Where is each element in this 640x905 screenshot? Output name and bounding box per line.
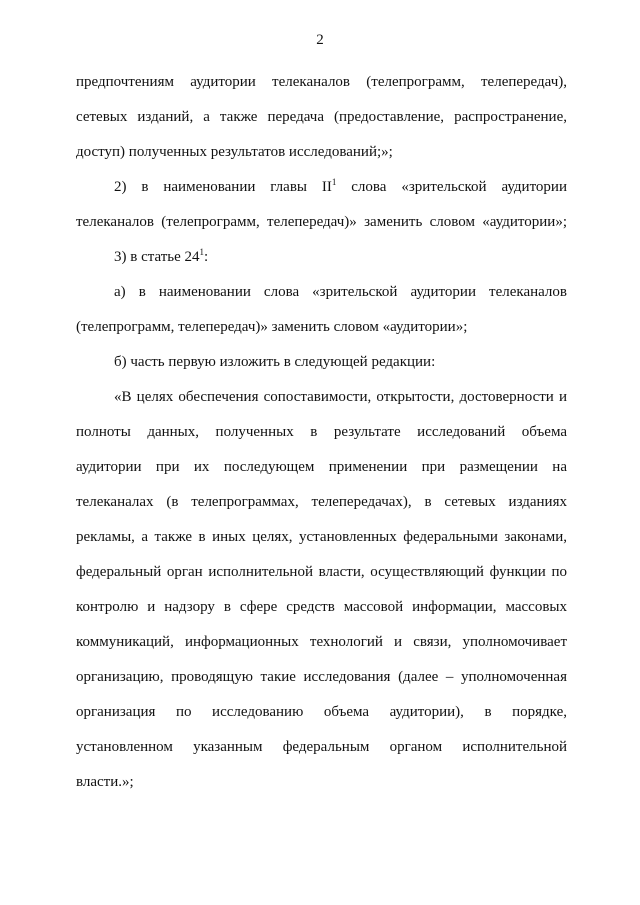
text-line: телеканалах (в телепрограммах, телепередачах), в сетевых изданиях: [76, 494, 567, 510]
list-item-2-text-cont: слова «зрительской аудитории: [336, 179, 567, 195]
superscript: 1: [199, 247, 205, 257]
list-item-3-text-cont: :: [204, 249, 209, 265]
text-line: организацию, проводящую такие исследования (далее – уполномоченная: [76, 669, 567, 685]
text-line: телеканалов (телепрограмм, телепередач)» заменить словом «аудитории»;: [76, 214, 567, 230]
page-number: 2: [316, 32, 324, 48]
text-line: власти.»;: [76, 774, 134, 790]
text-line: аудитории при их последующем применении при размещении на: [76, 459, 567, 475]
text-line: организация по исследованию объема аудитории), в порядке,: [76, 704, 567, 720]
sub-item-b: б) часть первую изложить в следующей редакции:: [114, 354, 436, 370]
text-line: полноты данных, полученных в результате исследований объема: [76, 424, 567, 440]
text-line: рекламы, а также в иных целях, установленных федеральными законами,: [76, 529, 567, 545]
quoted-paragraph: «В целях обеспечения сопоставимости, открытости, достоверности и: [114, 389, 567, 405]
sub-item-a: а) в наименовании слова «зрительской аудитории телеканалов: [114, 284, 567, 300]
list-item-3-text: 3) в статье 24: [114, 249, 200, 265]
superscript: 1: [331, 177, 337, 187]
text-line: (телепрограмм, телепередач)» заменить словом «аудитории»;: [76, 319, 468, 335]
text-line: доступ) полученных результатов исследований;»;: [76, 144, 393, 160]
list-item-2: [114, 177, 567, 197]
text-line: сетевых изданий, а также передача (предоставление, распространение,: [76, 109, 567, 125]
text-line: установленном указанным федеральным органом исполнительной: [76, 739, 567, 755]
list-item-3: [114, 247, 567, 267]
text-line: предпочтениям аудитории телеканалов (телепрограмм, телепередач),: [76, 74, 567, 90]
text-line: коммуникаций, информационных технологий и связи, уполномочивает: [76, 634, 567, 650]
list-item-2-text: 2) в наименовании главы II: [114, 179, 332, 195]
text-line: федеральный орган исполнительной власти, осуществляющий функции по: [76, 564, 567, 580]
text-line: контролю и надзору в сфере средств массовой информации, массовых: [76, 599, 567, 615]
